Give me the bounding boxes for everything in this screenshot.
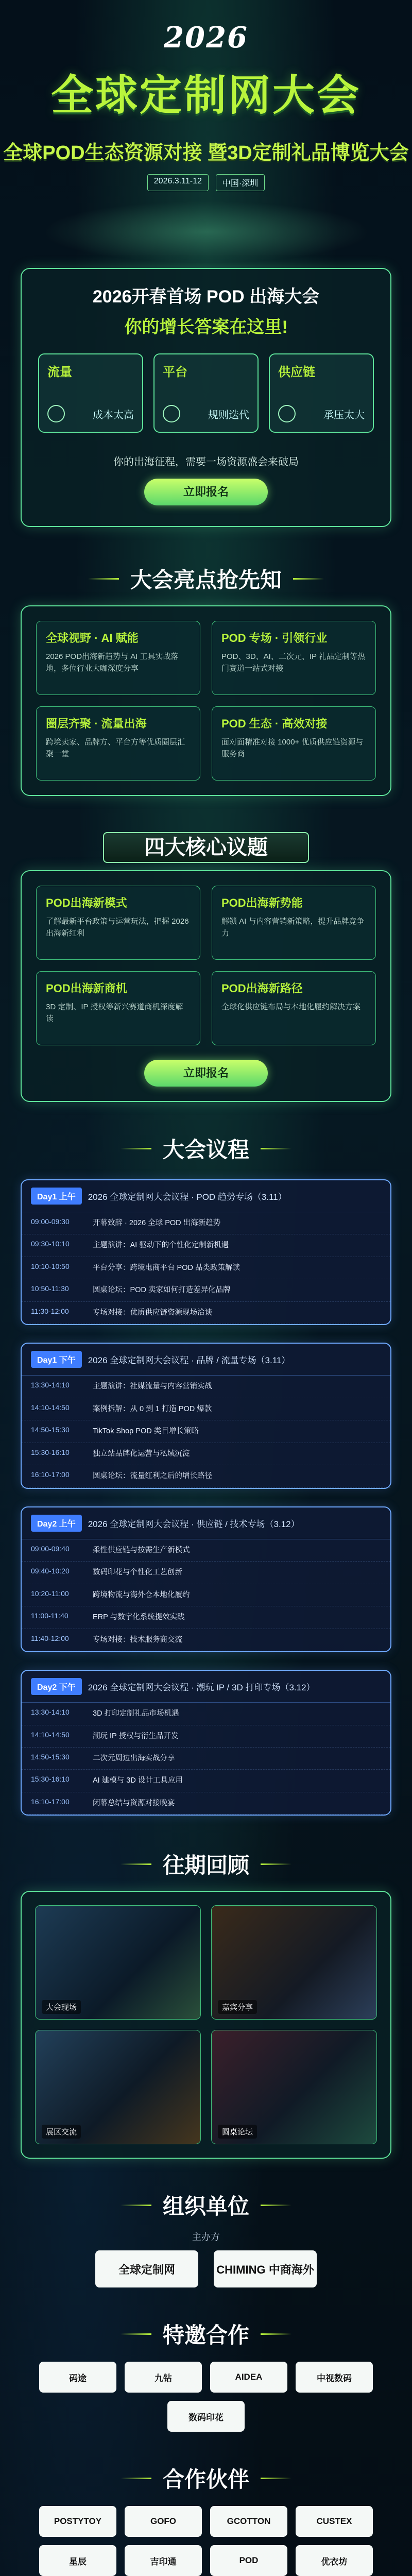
agenda-time: 13:30-14:10: [31, 1381, 70, 1389]
pain-point-sub: 成本太高: [93, 410, 134, 421]
cooperation-logo: 中视数码: [296, 2362, 373, 2393]
agenda-day-title: 2026 全球定制网大会议程 · 供应链 / 技术专场（3.12）: [88, 1519, 300, 1529]
highlight-card: [212, 706, 376, 781]
highlight-desc: 跨境卖家、品牌方、平台方等优质圈层汇聚一堂: [46, 738, 185, 759]
agenda-time: 16:10-17:00: [31, 1797, 70, 1806]
agenda-day-title: 2026 全球定制网大会议程 · POD 趋势专场（3.11）: [88, 1192, 287, 1202]
agenda-day-title: 2026 全球定制网大会议程 · 潮玩 IP / 3D 打印专场（3.12）: [88, 1683, 315, 1693]
agenda-row: [22, 1398, 390, 1420]
agenda-row: [22, 1792, 390, 1815]
pain-point-sub: 规则迭代: [208, 410, 249, 421]
topic-desc: 3D 定制、IP 授权等新兴赛道商机深度解读: [46, 1003, 183, 1024]
register-button[interactable]: 立即报名: [144, 479, 268, 505]
gallery-photo[interactable]: [35, 2030, 201, 2144]
agenda-desc: 3D 打印定制礼品市场机遇: [93, 1709, 179, 1718]
agenda-title: 大会议程: [0, 1133, 412, 1164]
pain-point-row: [37, 353, 375, 433]
partner-logos: [0, 2506, 412, 2576]
agenda-row: [22, 1539, 390, 1562]
topic-desc: 了解最新平台政策与运营玩法，把握 2026 出海新红利: [46, 917, 189, 938]
partner-logo: GOFO: [125, 2506, 202, 2537]
gallery-photo[interactable]: [211, 2030, 377, 2144]
hero-date: 2026.3.11-12: [147, 174, 209, 191]
agenda-time: 14:10-14:50: [31, 1403, 70, 1412]
topics-title: 四大核心议题: [103, 832, 309, 863]
agenda-row: [22, 1465, 390, 1487]
agenda-day-2am: [21, 1506, 391, 1652]
agenda-desc: 二次元周边出海实战分享: [93, 1754, 175, 1762]
agenda-desc: 潮玩 IP 授权与衍生品开发: [93, 1732, 179, 1740]
highlights-panel: [21, 605, 391, 796]
highlight-desc: POD、3D、AI、二次元、IP 礼品定制等热门赛道一站式对接: [221, 652, 365, 673]
gallery-photo[interactable]: [211, 1905, 377, 2020]
topic-card: [212, 886, 376, 960]
highlight-title: 全球视野 · AI 赋能: [46, 632, 139, 645]
topic-title: POD出海新势能: [221, 896, 303, 909]
partner-logo: 星辰: [39, 2545, 116, 2576]
pain-point-name: 流量: [47, 365, 72, 379]
highlight-title: POD 专场 · 引领行业: [221, 632, 328, 645]
cooperation-logo: 九钻: [125, 2362, 202, 2393]
agenda-row: [22, 1234, 390, 1257]
pain-point-platform: [153, 353, 259, 433]
intro-panel: [21, 268, 391, 527]
hero-year: 2026: [164, 21, 248, 55]
agenda-time: 09:40-10:20: [31, 1567, 70, 1575]
partner-logo: CUSTEX: [296, 2506, 373, 2537]
agenda-time: 10:50-11:30: [31, 1284, 69, 1293]
cooperation-logo: 数码印花: [167, 2401, 245, 2432]
agenda-time: 15:30-16:10: [31, 1775, 70, 1784]
highlights-title: 大会亮点抢先知: [0, 563, 412, 594]
gallery-photo[interactable]: [35, 1905, 201, 2020]
agenda-day-header: [22, 1344, 390, 1376]
agenda-desc: 圆桌论坛：流量红利之后的增长路径: [93, 1472, 212, 1481]
agenda-row: [22, 1584, 390, 1606]
partners-title: 合作伙伴: [0, 2463, 412, 2494]
register-button-2[interactable]: 立即报名: [144, 1060, 268, 1087]
topic-title: POD出海新路径: [221, 982, 303, 995]
agenda-desc: 圆桌论坛：POD 卖家如何打造差异化品牌: [93, 1286, 231, 1295]
agenda-row: [22, 1376, 390, 1398]
intro-subheading: 你的增长答案在这里!: [124, 317, 288, 337]
pain-point-sub: 承压太大: [323, 410, 365, 421]
organizer-logo: CHIMING 中商海外: [214, 2250, 317, 2287]
agenda-row: [22, 1748, 390, 1770]
agenda-row: [22, 1420, 390, 1443]
agenda-desc: 独立站品牌化运营与私域沉淀: [93, 1449, 190, 1458]
agenda-time: 11:30-12:00: [31, 1307, 69, 1315]
agenda-day-header: [22, 1671, 390, 1703]
gallery-title: 往期回顾: [0, 1849, 412, 1879]
agenda-desc: 主题演讲：社媒流量与内容营销实战: [93, 1382, 212, 1391]
agenda-row: [22, 1770, 390, 1792]
platform-icon: [163, 405, 180, 422]
agenda-desc: 闭幕总结与资源对接晚宴: [93, 1799, 175, 1807]
topic-card: [212, 971, 376, 1045]
agenda-time: 15:30-16:10: [31, 1448, 70, 1456]
agenda-day-2pm: [21, 1670, 391, 1816]
agenda-day-tag: Day1 下午: [31, 1351, 82, 1368]
agenda-time: 09:00-09:30: [31, 1217, 70, 1226]
photo-label: 圆桌论坛: [218, 2125, 257, 2139]
hero: [0, 0, 412, 268]
host-label: 主办方: [192, 2232, 220, 2243]
agenda-desc: 跨境物流与海外仓本地化履约: [93, 1590, 190, 1599]
agenda-day-tag: Day2 上午: [31, 1515, 82, 1532]
pain-point-supply: [269, 353, 374, 433]
agenda-desc: 专场对接：优质供应链资源现场洽谈: [93, 1308, 212, 1317]
highlight-desc: 2026 POD出海新趋势与 AI 工具实战落地，多位行业大咖深度分享: [46, 652, 179, 673]
agenda-desc: 开幕致辞 · 2026 全球 POD 出海新趋势: [93, 1219, 221, 1227]
pain-point-name: 平台: [163, 365, 187, 379]
agenda-day-title: 2026 全球定制网大会议程 · 品牌 / 流量专场（3.11）: [88, 1355, 290, 1366]
photo-label: 展区交流: [42, 2125, 81, 2139]
topic-title: POD出海新商机: [46, 982, 127, 995]
agenda-time: 11:00-11:40: [31, 1612, 68, 1620]
traffic-icon: [47, 405, 65, 422]
topic-desc: 全球化供应链布局与本地化履约解决方案: [221, 1003, 361, 1011]
topic-title: POD出海新模式: [46, 896, 127, 909]
organizer-logo: 全球定制网: [95, 2250, 198, 2287]
agenda-desc: 平台分享：跨境电商平台 POD 品类政策解读: [93, 1263, 240, 1272]
agenda-time: 10:10-10:50: [31, 1262, 70, 1270]
agenda-row: [22, 1562, 390, 1584]
agenda-time: 10:20-11:00: [31, 1589, 69, 1598]
cooperation-logo: 码途: [39, 2362, 116, 2393]
agenda-desc: 数码印花与个性化工艺创新: [93, 1568, 182, 1577]
agenda-time: 11:40-12:00: [31, 1634, 69, 1642]
agenda-time: 14:10-14:50: [31, 1730, 70, 1739]
highlight-title: 圈层齐聚 · 流量出海: [46, 717, 147, 730]
agenda-desc: ERP 与数字化系统提效实践: [93, 1613, 185, 1622]
agenda-time: 14:50-15:30: [31, 1426, 70, 1434]
topic-card: [36, 886, 200, 960]
highlight-card: [36, 621, 200, 695]
agenda-desc: AI 建模与 3D 设计工具应用: [93, 1776, 183, 1785]
agenda-row: [22, 1629, 390, 1651]
agenda-row: [22, 1725, 390, 1748]
partner-logo: 吉印通: [125, 2545, 202, 2576]
agenda-desc: 主题演讲：AI 驱动下的个性化定制新机遇: [93, 1241, 229, 1250]
gallery-panel: [21, 1891, 391, 2159]
agenda-desc: TikTok Shop POD 类目增长策略: [93, 1427, 199, 1436]
organizer-logos: [0, 2250, 412, 2287]
intro-heading: 2026开春首场 POD 出海大会: [92, 287, 320, 307]
agenda-row: [22, 1279, 390, 1301]
agenda-row: [22, 1212, 390, 1234]
partner-logo: POD: [210, 2545, 287, 2576]
hero-meta: [0, 174, 412, 191]
hero-location: 中国·深圳: [216, 174, 265, 191]
topics-banner: [21, 827, 391, 863]
cooperation-title: 特邀合作: [0, 2318, 412, 2349]
agenda-time: 09:00-09:40: [31, 1544, 70, 1553]
agenda-row: [22, 1257, 390, 1279]
agenda-day-header: [22, 1507, 390, 1539]
agenda-desc: 案例拆解：从 0 到 1 打造 POD 爆款: [93, 1404, 212, 1413]
topic-card: [36, 971, 200, 1045]
pain-point-traffic: [38, 353, 143, 433]
agenda-row: [22, 1703, 390, 1725]
supply-chain-icon: [278, 405, 296, 422]
partner-logo: 优衣坊: [296, 2545, 373, 2576]
topic-desc: 解锁 AI 与内容营销新策略，提升品牌竞争力: [221, 917, 365, 938]
highlight-card: [36, 706, 200, 781]
hero-subtitle: 全球POD生态资源对接 暨3D定制礼品博览大会: [3, 142, 409, 164]
topics-panel: [21, 870, 391, 1102]
agenda-desc: 柔性供应链与按需生产新模式: [93, 1546, 190, 1554]
agenda-row: [22, 1606, 390, 1629]
pain-point-name: 供应链: [278, 365, 315, 379]
agenda-row: [22, 1302, 390, 1324]
agenda-day-header: [22, 1180, 390, 1212]
cooperation-logo: AIDEA: [210, 2362, 287, 2393]
intro-lead: 你的出海征程，需要一场资源盛会来破局: [113, 456, 299, 468]
agenda-time: 09:30-10:10: [31, 1240, 70, 1248]
agenda-time: 14:50-15:30: [31, 1752, 70, 1761]
highlight-title: POD 生态 · 高效对接: [221, 717, 328, 730]
highlight-card: [212, 621, 376, 695]
agenda-day-1pm: [21, 1343, 391, 1488]
agenda-time: 13:30-14:10: [31, 1708, 70, 1717]
organizers-title: 组织单位: [0, 2190, 412, 2221]
hero-title: 全球定制网大会: [50, 71, 361, 120]
agenda-row: [22, 1443, 390, 1465]
highlight-desc: 面对面精准对接 1000+ 优质供应链资源与服务商: [221, 738, 364, 759]
agenda-day-tag: Day2 下午: [31, 1678, 82, 1695]
agenda-time: 16:10-17:00: [31, 1470, 70, 1479]
photo-label: 大会现场: [42, 2000, 81, 2014]
cooperation-logos: [0, 2362, 412, 2432]
partner-logo: GCOTTON: [210, 2506, 287, 2537]
agenda-desc: 专场对接：技术服务商交流: [93, 1635, 182, 1644]
hero-glow: [41, 201, 371, 263]
agenda-day-tag: Day1 上午: [31, 1188, 82, 1205]
photo-label: 嘉宾分享: [218, 2000, 257, 2014]
agenda-day-1am: [21, 1179, 391, 1325]
partner-logo: POSTYTOY: [39, 2506, 116, 2537]
